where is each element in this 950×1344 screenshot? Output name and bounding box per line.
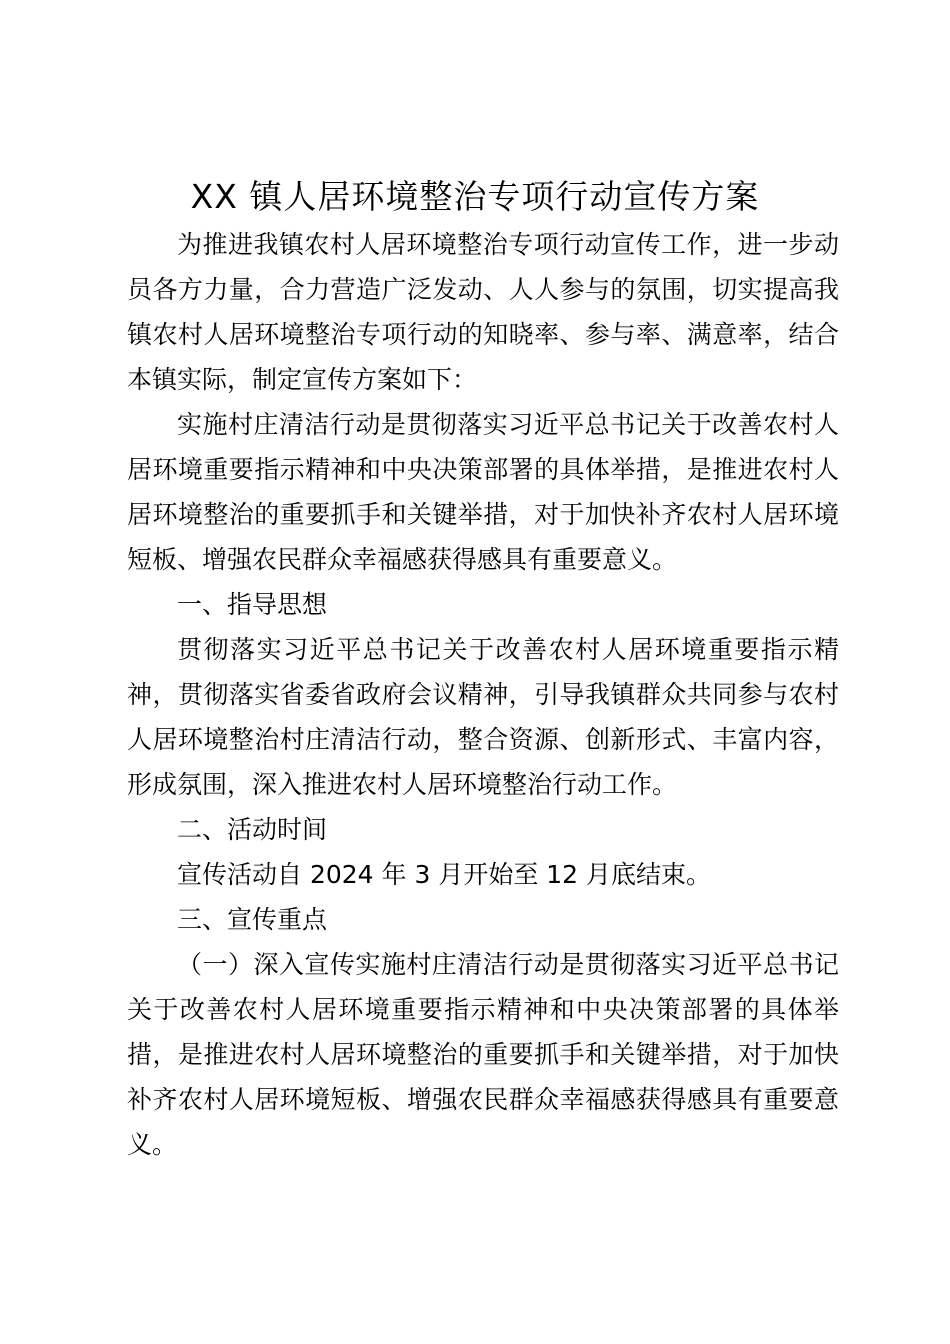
section-heading-guiding-ideology: 一、指导思想 <box>177 590 328 619</box>
document-title: XX 镇人居环境整治专项行动宣传方案 <box>190 177 760 216</box>
activity-time-paragraph: 宣传活动自 2024 年 3 月开始至 12 月底结束。 <box>177 860 712 889</box>
document-body <box>127 222 839 1167</box>
publicity-focus-item-1: （一）深入宣传实施村庄清洁行动是贯彻落实习近平总书记关于改善农村人居环境重要指示精神和中央决策部署的具体举措，是推进农村人居环境整治的重要抓手和关键举措，对于加快补齐农村人居环境短板、增强农民群众幸福感获得感具有重要意义。 <box>127 950 839 1159</box>
guiding-ideology-paragraph: 贯彻落实习近平总书记关于改善农村人居环境重要指示精神，贯彻落实省委省政府会议精神，引导我镇群众共同参与农村人居环境整治村庄清洁行动，整合资源、创新形式、丰富内容，形成氛围，深入推进农村人居环境整治行动工作。 <box>127 635 839 799</box>
background-paragraph: 实施村庄清洁行动是贯彻落实习近平总书记关于改善农村人居环境重要指示精神和中央决策部署的具体举措，是推进农村人居环境整治的重要抓手和关键举措，对于加快补齐农村人居环境短板、增强农民群众幸福感获得感具有重要意义。 <box>127 410 839 574</box>
intro-paragraph: 为推进我镇农村人居环境整治专项行动宣传工作，进一步动员各方力量，合力营造广泛发动、人人参与的氛围，切实提高我镇农村人居环境整治专项行动的知晓率、参与率、满意率，结合本镇实际，制定宣传方案如下： <box>127 230 839 394</box>
section-heading-publicity-focus: 三、宣传重点 <box>177 905 328 934</box>
section-heading-activity-time: 二、活动时间 <box>177 815 328 844</box>
